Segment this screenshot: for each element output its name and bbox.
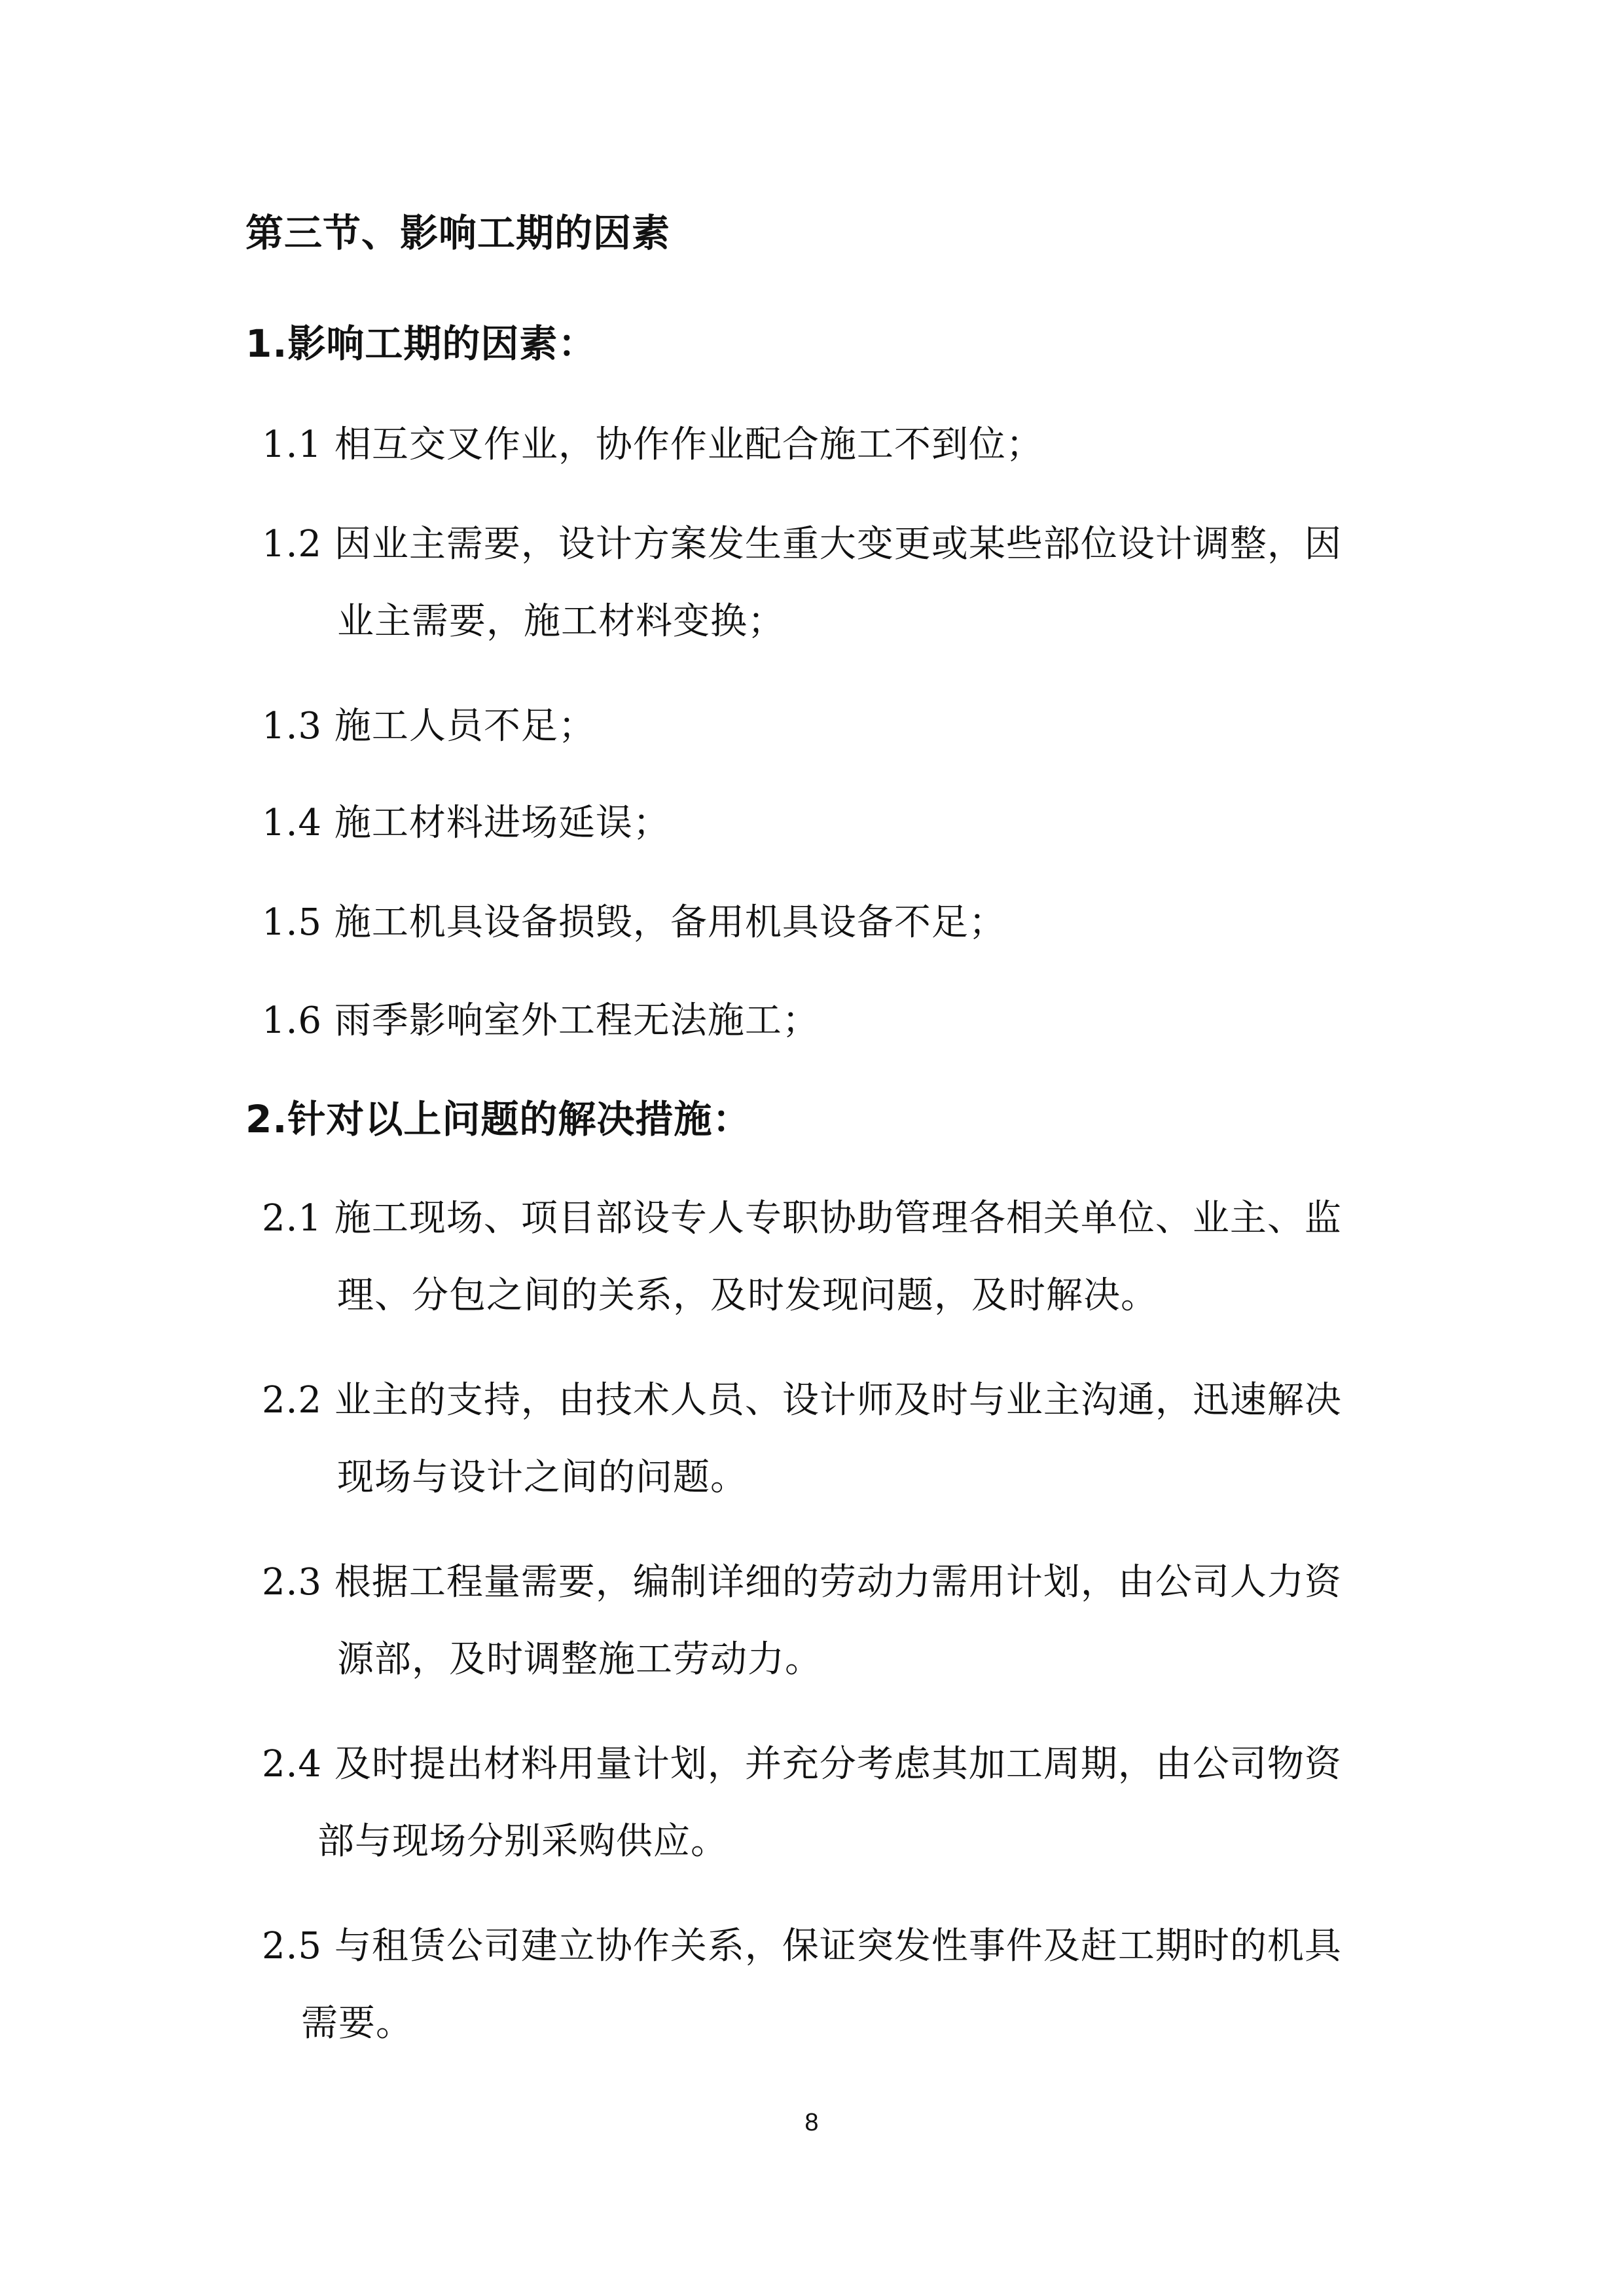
item-text: 及时提出材料用量计划，并充分考虑其加工周期，由公司物资 (334, 1743, 1342, 1785)
item-number: 1.2 (262, 523, 323, 565)
list-item-1-2-continuation: 业主需要，施工材料变换； (337, 600, 785, 643)
item-text: 与租赁公司建立协作关系，保证突发性事件及赶工期时的机具 (334, 1925, 1342, 1967)
item-number: 2.3 (262, 1561, 323, 1604)
list-item-2-2 (262, 1374, 1342, 1427)
list-item-1-1 (262, 419, 1043, 471)
list-item-1-2 (262, 518, 1342, 571)
list-item-1-5 (262, 897, 1006, 949)
item-number: 1.5 (262, 901, 323, 944)
item-text: 因业主需要，设计方案发生重大变更或某些部位设计调整，因 (334, 523, 1342, 565)
item-number: 2.2 (262, 1379, 323, 1422)
list-item-1-3 (262, 700, 596, 753)
part1-heading: 1.影响工期的因素： (245, 321, 597, 366)
item-text: 施工材料进场延误； (334, 802, 670, 844)
section-title: 第三节、影响工期的因素 (245, 211, 671, 255)
item-text: 相互交叉作业，协作作业配合施工不到位； (334, 423, 1043, 466)
item-text: 根据工程量需要，编制详细的劳动力需用计划，由公司人力资 (334, 1561, 1342, 1604)
list-item-1-6 (262, 995, 820, 1047)
item-number: 2.4 (262, 1743, 323, 1785)
list-item-2-1 (262, 1193, 1342, 1245)
item-number: 1.1 (262, 423, 323, 466)
list-item-2-3-continuation: 源部，及时调整施工劳动力。 (337, 1638, 822, 1681)
list-item-2-1-continuation: 理、分包之间的关系，及时发现问题，及时解决。 (337, 1274, 1158, 1317)
list-item-2-5-continuation: 需要。 (301, 2002, 413, 2045)
list-item-1-4 (262, 797, 670, 850)
list-item-2-4 (262, 1738, 1342, 1791)
part2-heading: 2.针对以上问题的解决措施： (245, 1097, 751, 1141)
item-number: 1.3 (262, 705, 323, 747)
list-item-2-5 (262, 1920, 1342, 1973)
item-text: 雨季影响室外工程无法施工； (334, 999, 820, 1042)
item-number: 1.4 (262, 802, 323, 844)
item-number: 1.6 (262, 999, 323, 1042)
item-number: 2.5 (262, 1925, 323, 1967)
item-text: 施工人员不足； (334, 705, 596, 747)
item-text: 业主的支持，由技术人员、设计师及时与业主沟通，迅速解决 (334, 1379, 1342, 1422)
list-item-2-4-continuation: 部与现场分别采购供应。 (317, 1820, 728, 1863)
item-number: 2.1 (262, 1197, 323, 1240)
list-item-2-2-continuation: 现场与设计之间的问题。 (337, 1456, 748, 1499)
item-text: 施工机具设备损毁，备用机具设备不足； (334, 901, 1006, 944)
page-number: 8 (804, 2109, 819, 2136)
item-text: 施工现场、项目部设专人专职协助管理各相关单位、业主、监 (334, 1197, 1342, 1240)
list-item-2-3 (262, 1556, 1342, 1609)
